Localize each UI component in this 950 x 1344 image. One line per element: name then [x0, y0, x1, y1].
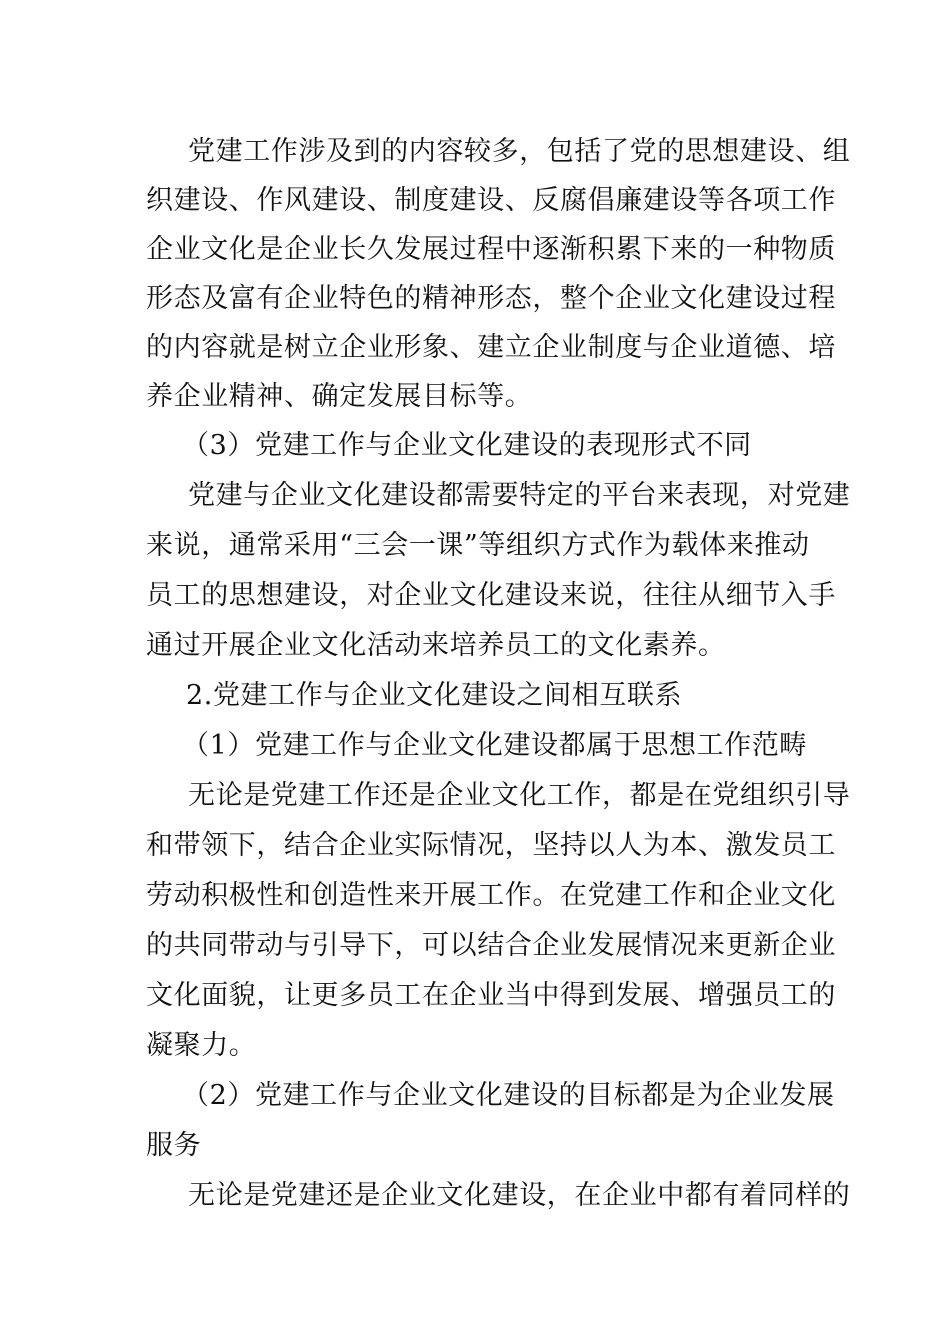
- paragraph-line: 的共同带动与引导下，可以结合企业发展情况来更新企业: [146, 930, 836, 961]
- section-heading: 2.党建工作与企业文化建设之间相互联系: [186, 680, 683, 711]
- paragraph-line: 无论是党建工作还是企业文化工作，都是在党组织引导: [188, 780, 851, 811]
- paragraph-line: 无论是党建还是企业文化建设，在企业中都有着同样的: [188, 1180, 851, 1211]
- paragraph-line: 通过开展企业文化活动来培养员工的文化素养。: [146, 630, 726, 661]
- subsection-heading-continued: 服务: [146, 1130, 202, 1161]
- paragraph-line: 的内容就是树立企业形象、建立企业制度与企业道德、培: [146, 332, 836, 363]
- paragraph-line: 和带领下，结合企业实际情况，坚持以人为本、激发员工: [146, 830, 836, 861]
- paragraph-line: 员工的思想建设，对企业文化建设来说，往往从细节入手: [146, 580, 836, 611]
- paragraph-line: 企业文化是企业长久发展过程中逐渐积累下来的一种物质: [146, 234, 836, 265]
- paragraph-line: 文化面貌，让更多员工在企业当中得到发展、增强员工的: [146, 980, 836, 1011]
- paragraph-line: 养企业精神、确定发展目标等。: [146, 381, 533, 412]
- paragraph-line: 党建与企业文化建设都需要特定的平台来表现，对党建: [188, 480, 851, 511]
- paragraph-line: 织建设、作风建设、制度建设、反腐倡廉建设等各项工作: [146, 185, 836, 216]
- paragraph-line: 来说，通常采用“三会一课”等组织方式作为载体来推动: [146, 530, 810, 561]
- paragraph-line: 劳动积极性和创造性来开展工作。在党建工作和企业文化: [146, 880, 836, 911]
- paragraph-line: 形态及富有企业特色的精神形态，整个企业文化建设过程: [146, 283, 836, 314]
- paragraph-line: 凝聚力。: [146, 1030, 257, 1061]
- paragraph-line: 党建工作涉及到的内容较多，包括了党的思想建设、组: [188, 136, 851, 167]
- subsection-heading: （1）党建工作与企业文化建设都属于思想工作范畴: [182, 730, 807, 761]
- subsection-heading: （3）党建工作与企业文化建设的表现形式不同: [182, 430, 752, 461]
- subsection-heading: （2）党建工作与企业文化建设的目标都是为企业发展: [182, 1080, 835, 1111]
